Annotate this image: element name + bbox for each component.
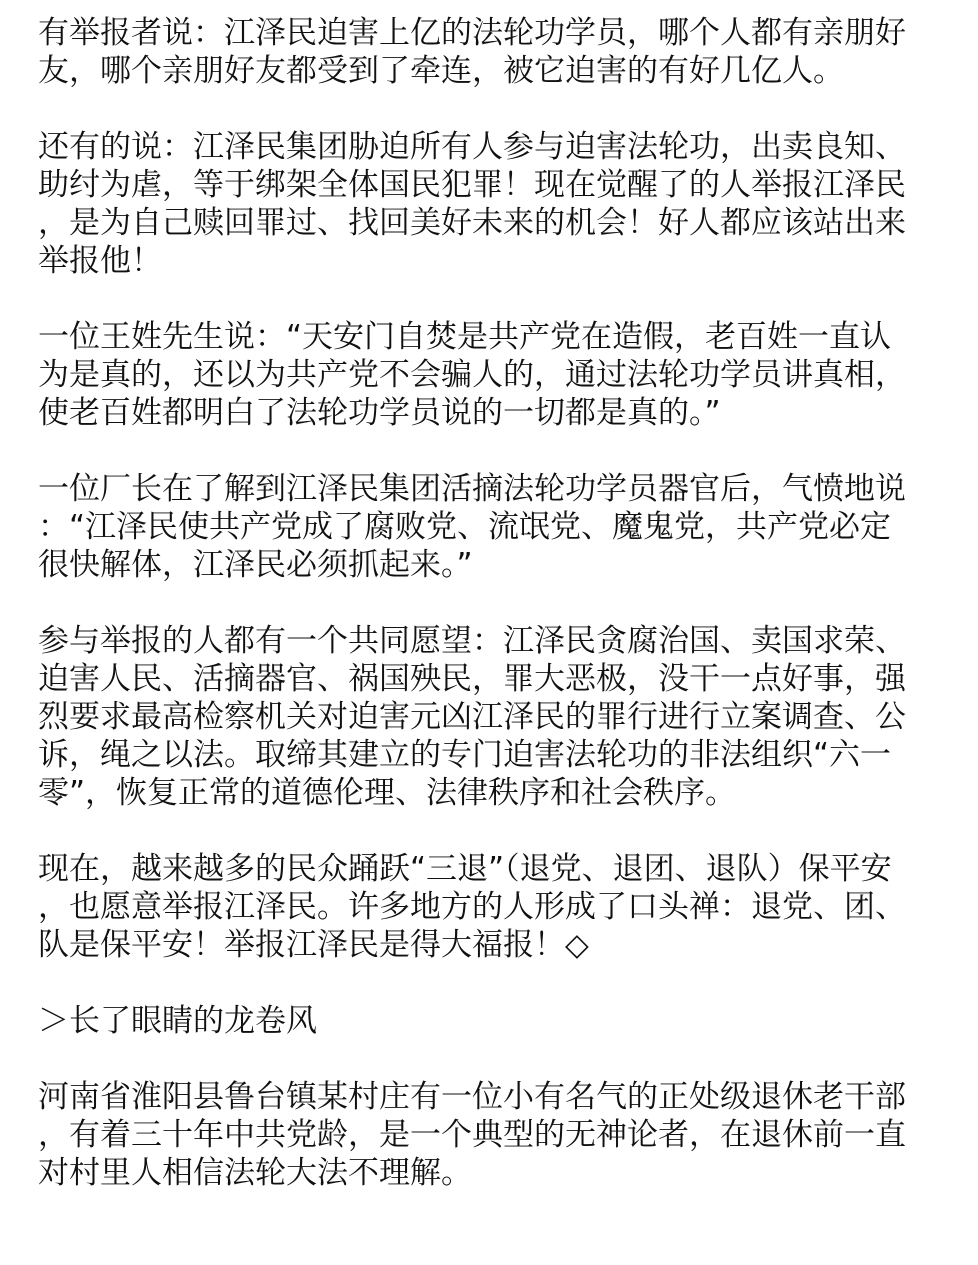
paragraph-common-wish — [38, 622, 942, 812]
text-line: 参与举报的人都有一个共同愿望：江泽民贪腐治国、卖国求荣、 — [38, 623, 906, 659]
text-line: 助纣为虐，等于绑架全体国民犯罪！现在觉醒了的人举报江泽民 — [38, 167, 906, 203]
text-line: 有举报者说：江泽民迫害上亿的法轮功学员，哪个人都有亲朋好 — [38, 15, 906, 51]
text-line: 一位厂长在了解到江泽民集团活摘法轮功学员器官后，气愤地说 — [38, 471, 906, 507]
text-line: 友，哪个亲朋好友都受到了牵连，被它迫害的有好几亿人。 — [38, 53, 844, 89]
text-line: 对村里人相信法轮大法不理解。 — [38, 1155, 472, 1191]
paragraph-others-say — [38, 128, 942, 280]
text-line: 队是保平安！举报江泽民是得大福报！◇ — [38, 927, 589, 963]
paragraph-retired-cadre — [38, 1078, 942, 1192]
text-line: 现在，越来越多的民众踊跃“三退”（退党、退团、退队）保平安 — [38, 851, 892, 887]
text-line: 举报他！ — [38, 243, 162, 279]
text-line: 使老百姓都明白了法轮功学员说的一切都是真的。” — [38, 395, 721, 431]
text-line: ，也愿意举报江泽民。许多地方的人形成了口头禅：退党、团、 — [38, 889, 906, 925]
paragraph-reporter-claim — [38, 14, 942, 90]
paragraph-three-quits — [38, 850, 942, 964]
text-line: 为是真的，还以为共产党不会骗人的，通过法轮功学员讲真相， — [38, 357, 906, 393]
text-line: 烈要求最高检察机关对迫害元凶江泽民的罪行进行立案调查、公 — [38, 699, 906, 735]
heading-text: ＞长了眼睛的龙卷风 — [38, 1003, 317, 1039]
text-line: 迫害人民、活摘器官、祸国殃民，罪大恶极，没干一点好事，强 — [38, 661, 906, 697]
section-heading — [38, 1002, 942, 1040]
text-line: 诉，绳之以法。取缔其建立的专门迫害法轮功的非法组织“六一 — [38, 737, 892, 773]
text-line: 河南省淮阳县鲁台镇某村庄有一位小有名气的正处级退休老干部 — [38, 1079, 906, 1115]
text-line: 零”，恢复正常的道德伦理、法律秩序和社会秩序。 — [38, 775, 737, 811]
paragraph-mr-wang — [38, 318, 942, 432]
article-body — [38, 14, 942, 1230]
text-line: 还有的说：江泽民集团胁迫所有人参与迫害法轮功，出卖良知、 — [38, 129, 906, 165]
text-line: 很快解体，江泽民必须抓起来。” — [38, 547, 473, 583]
text-line: ，是为自己赎回罪过、找回美好未来的机会！好人都应该站出来 — [38, 205, 906, 241]
text-line: 一位王姓先生说：“天安门自焚是共产党在造假，老百姓一直认 — [38, 319, 892, 355]
text-line: ，有着三十年中共党龄，是一个典型的无神论者，在退休前一直 — [38, 1117, 906, 1153]
text-line: ：“江泽民使共产党成了腐败党、流氓党、魔鬼党，共产党必定 — [38, 509, 892, 545]
paragraph-factory-director — [38, 470, 942, 584]
